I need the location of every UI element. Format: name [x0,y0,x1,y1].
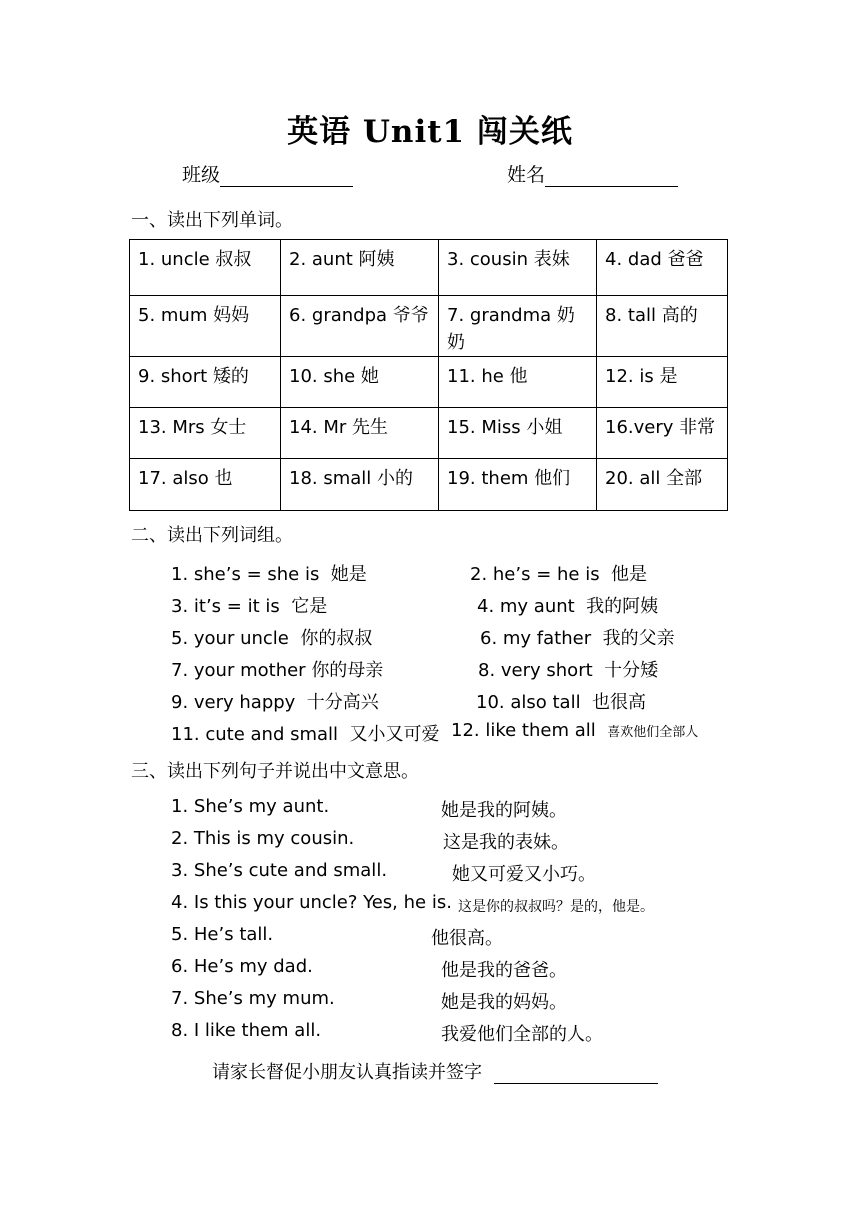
sentence-zh: 这是我的表妹。 [443,832,569,853]
table-cell: 19. them 他们 [439,459,597,511]
table-cell: 14. Mr 先生 [281,408,439,459]
signature-line[interactable] [494,1063,658,1084]
sentence-zh: 她是我的妈妈。 [441,992,567,1013]
section1-heading: 一、读出下列单词。 [131,210,293,231]
table-cell: 16.very 非常 [597,408,728,459]
table-cell: 18. small 小的 [281,459,439,511]
vocab-table [129,239,728,511]
table-cell: 7. grandma 奶奶 [439,296,597,357]
sentence-en: 1. She’s my aunt. [171,796,330,817]
phrase-item: 1. she’s = she is 她是 [171,564,367,585]
sentence-zh: 她又可爱又小巧。 [452,864,596,885]
table-row [130,240,728,296]
table-cell: 3. cousin 表妹 [439,240,597,296]
name-label: 姓名 [507,164,546,186]
page-title: 英语 Unit1 闯关纸 [287,114,573,150]
class-blank-line[interactable] [220,164,353,187]
phrase-item: 4. my aunt 我的阿姨 [477,596,659,617]
sentence-en: 7. She’s my mum. [171,988,335,1009]
table-row [130,296,728,357]
sentence-en: 2. This is my cousin. [171,828,355,849]
table-cell: 20. all 全部 [597,459,728,511]
sentence-zh: 这是你的叔叔吗？是的，他是。 [458,899,654,915]
class-label: 班级 [182,164,221,186]
sentence-en: 8. I like them all. [171,1020,322,1041]
phrase-item: 10. also tall 也很高 [476,692,647,713]
table-cell: 12. is 是 [597,357,728,408]
sentence-zh: 他很高。 [431,928,503,949]
sentence-en: 4. Is this your uncle? Yes, he is. [171,892,452,913]
table-cell: 1. uncle 叔叔 [130,240,281,296]
phrase-item: 3. it’s = it is 它是 [171,596,328,617]
name-blank-line[interactable] [545,164,678,187]
table-cell: 10. she 她 [281,357,439,408]
phrase-item: 11. cute and small 又小又可爱 [171,724,440,745]
table-cell: 4. dad 爸爸 [597,240,728,296]
phrase-item: 7. your mother 你的母亲 [171,660,384,681]
sentence-zh: 他是我的爸爸。 [441,960,567,981]
name-field [507,160,678,187]
table-cell: 11. he 他 [439,357,597,408]
table-row [130,357,728,408]
sentence-zh: 我爱他们全部的人。 [441,1024,603,1045]
sentence-en: 6. He’s my dad. [171,956,313,977]
sentence-en: 5. He’s tall. [171,924,274,945]
table-cell: 15. Miss 小姐 [439,408,597,459]
phrase-item: 8. very short 十分矮 [478,660,659,681]
table-cell: 9. short 矮的 [130,357,281,408]
sentence-zh: 她是我的阿姨。 [441,800,567,821]
phrase-item: 12. like them all 喜欢他们全部人 [451,720,699,741]
table-cell: 8. tall 高的 [597,296,728,357]
sentence-en: 3. She’s cute and small. [171,860,388,881]
signature-label: 请家长督促小朋友认真指读并签字 [212,1062,482,1083]
phrase-item: 5. your uncle 你的叔叔 [171,628,373,649]
phrase-item: 9. very happy 十分高兴 [171,692,379,713]
table-row [130,459,728,511]
section2-heading: 二、读出下列词组。 [131,525,293,546]
table-row [130,408,728,459]
table-cell: 17. also 也 [130,459,281,511]
parent-signature [212,1058,658,1084]
table-cell: 2. aunt 阿姨 [281,240,439,296]
table-cell: 6. grandpa 爷爷 [281,296,439,357]
class-field [182,160,353,187]
table-cell: 5. mum 妈妈 [130,296,281,357]
section3-heading: 三、读出下列句子并说出中文意思。 [131,761,419,782]
table-cell: 13. Mrs 女士 [130,408,281,459]
phrase-item: 2. he’s = he is 他是 [470,564,648,585]
phrase-item: 6. my father 我的父亲 [480,628,675,649]
